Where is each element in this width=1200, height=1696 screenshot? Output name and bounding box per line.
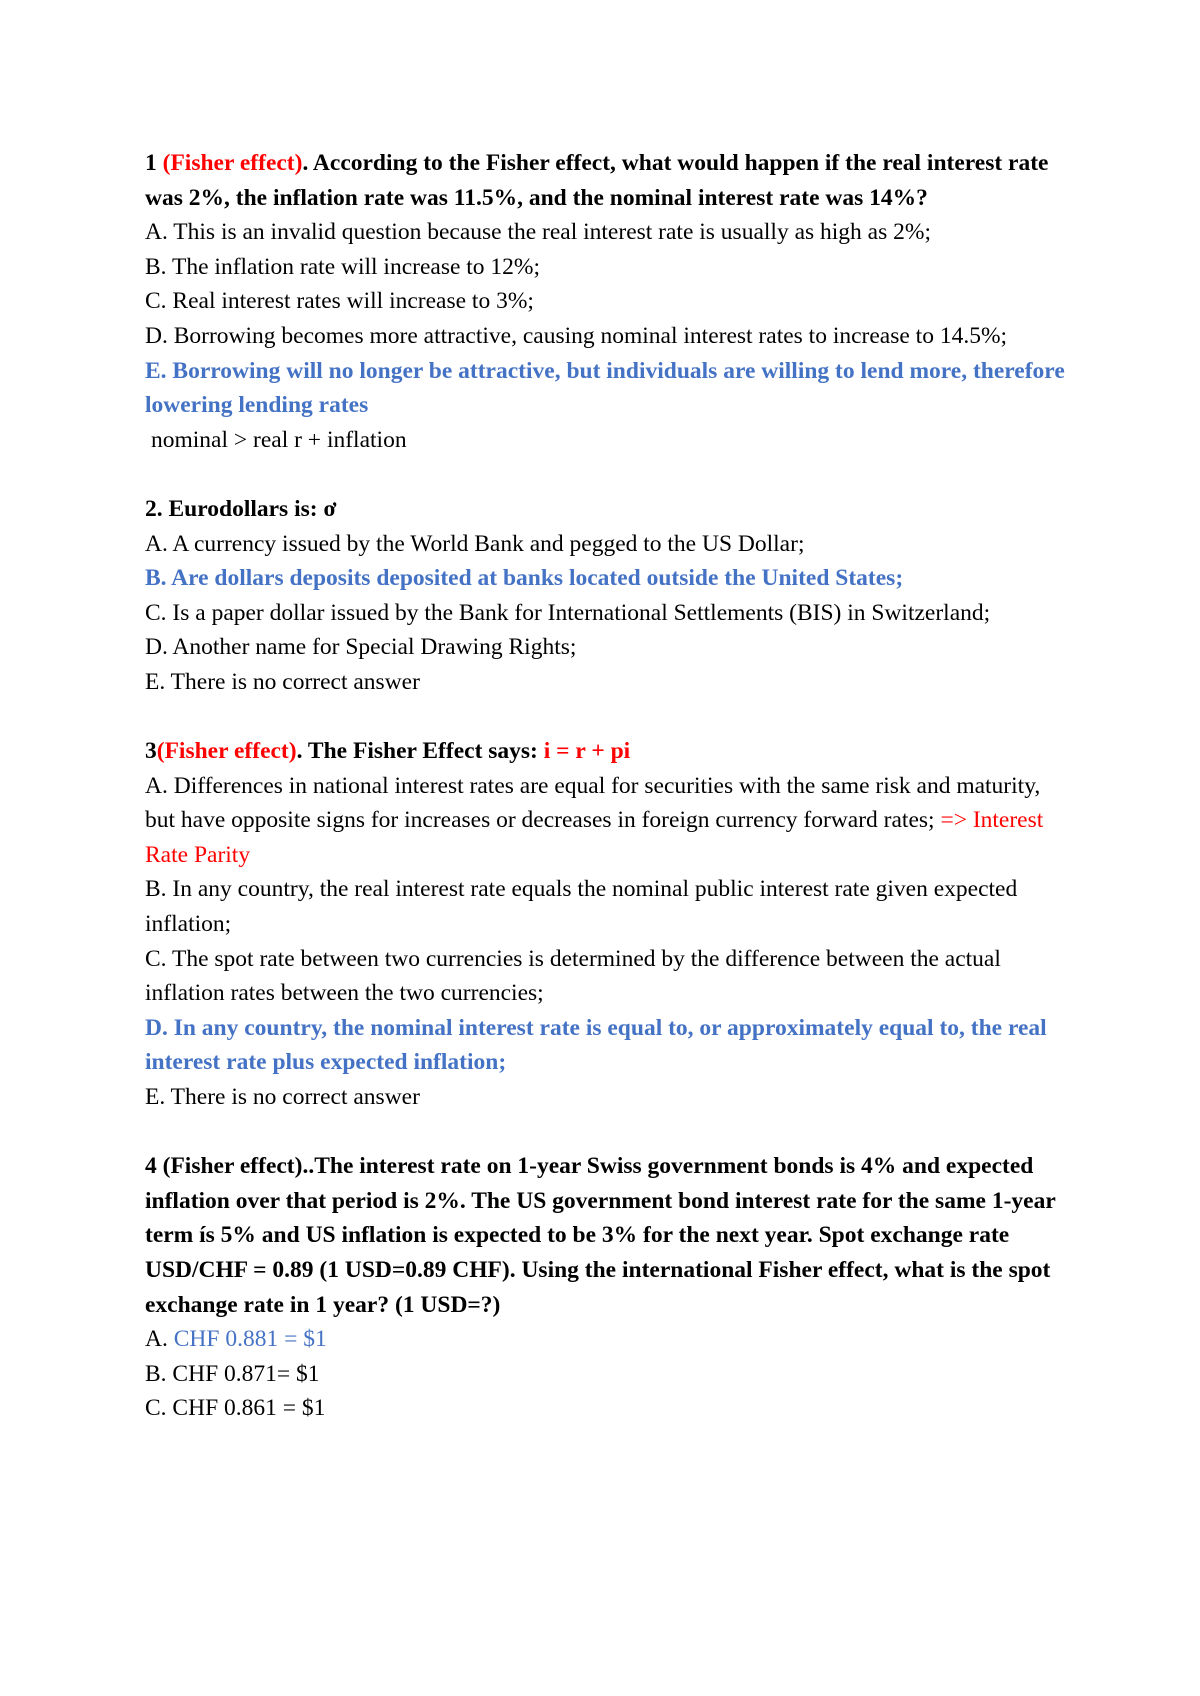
document-page xyxy=(145,146,1075,1461)
question-3-prompt xyxy=(145,734,1075,769)
question-4-prompt: 4 (Fisher effect)..The interest rate on 1-year Swiss government bonds is 4% and expected inflation over that period is 2%. The US government bond interest rate for the same 1-year term ís 5% and US inflation is expected to be 3% for the next year. Spot exchange rate USD/CHF = 0.89 (1 USD=0.89 CHF). Using the international Fisher effect, what is the spot exchange rate in 1 year? (1 USD=?) xyxy=(145,1153,1056,1318)
question-2-option-d: D. Another name for Special Drawing Rights; xyxy=(145,634,577,661)
question-1-text: . According to the Fisher effect, what would happen if the real interest rate was 2%, the inflation rate was 11.5%, and the nominal interest rate was 14%? xyxy=(145,150,1049,211)
question-1-option-d: D. Borrowing becomes more attractive, causing nominal interest rates to increase to 14.5%; xyxy=(145,322,1008,349)
question-1-number: 1 xyxy=(145,150,163,176)
question-3-text: . The Fisher Effect says: xyxy=(296,738,544,765)
question-4 xyxy=(145,1149,1075,1426)
question-3-option-a-text: A. Differences in national interest rates are equal for securities with the same risk and maturity, but have opposite signs for increases or decreases in foreign currency forward rates; xyxy=(145,772,1041,834)
question-3-formula: i = r + pi xyxy=(543,738,631,765)
question-3-option-a xyxy=(145,769,1075,873)
question-3-option-b: B. In any country, the real interest rate equals the nominal public interest rate given expected inflation; xyxy=(145,876,1018,938)
question-2-prompt: 2. Eurodollars is: ơ xyxy=(145,495,337,522)
question-4-option-c: C. CHF 0.861 = $1 xyxy=(145,1395,326,1422)
question-1-answer: E. Borrowing will no longer be attractive, but individuals are willing to lend more, therefore lowering lending rates xyxy=(145,357,1065,419)
question-1-option-b: B. The inflation rate will increase to 12%; xyxy=(145,253,541,280)
question-2-option-a: A. A currency issued by the World Bank and pegged to the US Dollar; xyxy=(145,530,805,557)
question-2-option-e: E. There is no correct answer xyxy=(145,668,420,695)
question-2 xyxy=(145,492,1075,700)
question-1-prompt xyxy=(145,146,1075,215)
question-3-answer: D. In any country, the nominal interest rate is equal to, or approximately equal to, the real interest rate plus expected inflation; xyxy=(145,1014,1047,1076)
question-4-option-a-label: A. xyxy=(145,1326,174,1353)
question-3-option-c: C. The spot rate between two currencies is determined by the difference between the actual inflation rates between the two currencies; xyxy=(145,945,1001,1007)
question-1-tag: (Fisher effect) xyxy=(162,150,303,176)
question-3-option-e: E. There is no correct answer xyxy=(145,1084,420,1111)
question-3-number: 3 xyxy=(145,738,157,765)
question-1-option-c: C. Real interest rates will increase to 3%; xyxy=(145,288,534,315)
question-4-option-a xyxy=(145,1322,1075,1357)
question-2-option-c: C. Is a paper dollar issued by the Bank for International Settlements (BIS) in Switzerland; xyxy=(145,599,991,626)
question-1 xyxy=(145,146,1075,457)
question-4-answer: CHF 0.881 = $1 xyxy=(173,1326,327,1353)
question-4-option-b: B. CHF 0.871= $1 xyxy=(145,1360,320,1387)
question-1-note: nominal > real r + inflation xyxy=(151,426,407,453)
question-1-option-a: A. This is an invalid question because the real interest rate is usually as high as 2%; xyxy=(145,219,931,246)
question-3-option-a-note: => Interest Rate Parity xyxy=(145,807,1044,868)
question-3 xyxy=(145,734,1075,1115)
question-3-tag: (Fisher effect) xyxy=(156,738,297,765)
question-2-answer: B. Are dollars deposits deposited at banks located outside the United States; xyxy=(145,565,904,592)
